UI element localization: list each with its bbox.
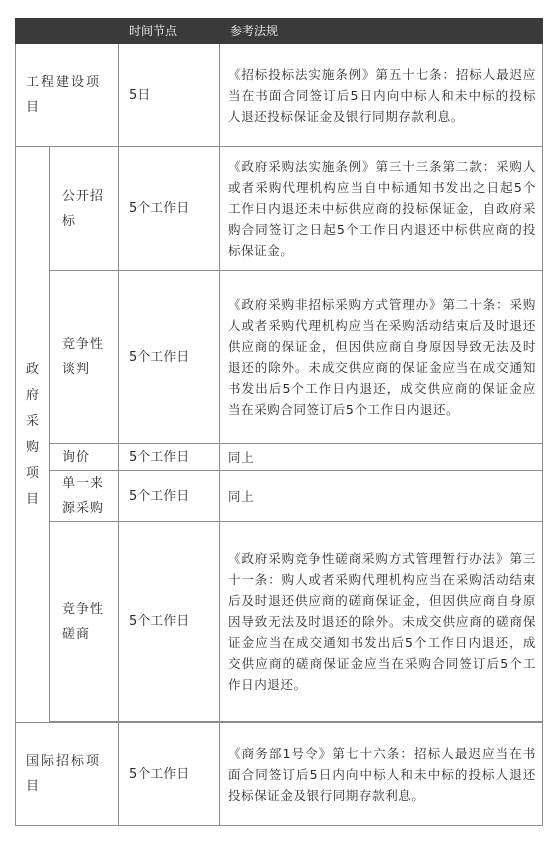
law-cell [220,44,543,147]
table-row-competitive-consultation [16,522,543,722]
stage-cell [119,271,220,444]
subcategory-cell [50,444,119,471]
subcategory-cell [50,522,119,722]
law-text: 同上 [228,449,255,465]
table-row-open-tender [16,147,543,271]
stage-cell [119,147,220,271]
category-label: 工程建设项目 [26,75,102,115]
stage-value: 5个工作日 [129,488,190,504]
category-label: 国际招标项目 [26,754,102,794]
law-text: 《商务部1号令》第七十六条：招标人最迟应当在书面合同签订后5日内向中标人和未中标的投标人退还投标保证金及银行同期存款利息。 [228,745,536,803]
law-text: 《政府采购法实施条例》第三十三条第二款：采购人或者采购代理机构应当自中标通知书发出之日起5个工作日内退还未中标供应商的投标保证金，自政府采购合同签订之日起5个工作日内退还中标供应商的投标保证金。 [228,159,536,258]
law-cell [220,444,543,471]
subcategory-cell [50,271,119,444]
law-text: 同上 [228,488,255,504]
stage-cell [119,522,220,722]
subcategory-cell [50,147,119,271]
table-row-competitive-negotiation [16,271,543,444]
category-label-vertical: 政府采购项目 [25,361,39,507]
stage-value: 5日 [129,87,151,103]
law-text: 《招标投标法实施条例》第五十七条：招标人最迟应当在书面合同签订后5日内向中标人和未中标的投标人退还投标保证金及银行同期存款利息。 [228,66,536,124]
subcategory-label: 竞争性磋商 [62,601,105,642]
law-cell [220,522,543,722]
law-cell [220,723,543,826]
law-cell [220,147,543,271]
category-cell-government [16,147,50,723]
deposit-refund-table [15,18,543,826]
stage-value: 5个工作日 [129,766,190,782]
subcategory-label: 询价 [62,449,91,465]
law-text: 《政府采购非招标采购方式管理办》第二十条：采购人或者采购代理机构应当在采购活动结束后及时退还供应商的保证金，但因供应商自身原因导致无法及时退还的除外。未成交供应商的保证金应当在成交通知书发出后5个工作日内退还，成交供应商的保证金应当在采购合同签订后5个工作日内退还。 [228,297,536,417]
category-cell-engineering [16,44,119,147]
law-text: 《政府采购竞争性磋商采购方式管理暂行办法》第三十一条：购人或者采购代理机构应当在采购活动结束后及时退还供应商的磋商保证金，但因供应商自身原因导致无法及时退还的除外。未成交供应商的磋商保证金应当在成交通知书发出后5个工作日内退还，成交供应商的磋商保证金应当在采购合同签订后5个工作日内退还。 [228,551,536,692]
stage-value: 5个工作日 [129,614,190,629]
category-cell-international [16,723,119,826]
stage-value: 5个工作日 [129,349,190,365]
stage-cell [119,444,220,471]
header-cell-reference [220,19,543,44]
table-row-international [16,723,543,826]
subcategory-cell [50,471,119,522]
header-cell-stage [119,19,220,44]
law-cell [220,271,543,444]
table-row-engineering [16,44,543,147]
header-reference-label: 参考法规 [230,24,279,38]
stage-value: 5个工作日 [129,201,190,216]
header-stage-label: 时间节点 [129,24,178,38]
table-row-inquiry [16,444,543,471]
stage-value: 5个工作日 [129,449,190,465]
subcategory-label: 单一来源采购 [62,476,105,516]
stage-cell [119,723,220,826]
table-row-single-source [16,471,543,522]
stage-cell [119,471,220,522]
header-cell-blank [16,19,119,44]
subcategory-label: 竞争性谈判 [62,337,105,377]
subcategory-label: 公开招标 [62,188,105,229]
stage-cell [119,44,220,147]
table-header-row [16,19,543,44]
law-cell [220,471,543,522]
